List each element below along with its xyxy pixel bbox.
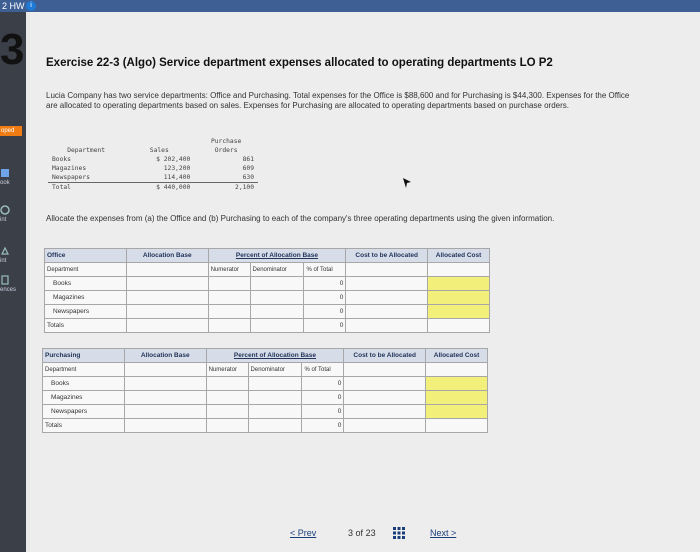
cost-input[interactable] (344, 405, 426, 419)
assignment-label: 2 HW (2, 1, 25, 11)
numerator-label: Numerator (208, 263, 250, 277)
denominator-label: Denominator (248, 363, 302, 377)
table-row-totals: Totals 0 (43, 419, 488, 433)
instruction-text: Allocate the expenses from (a) the Office and (b) Purchasing to each of the company's three operating departments using the given information. (46, 214, 555, 223)
sidebar-item-print[interactable] (0, 205, 26, 223)
allocation-base-input[interactable] (124, 377, 206, 391)
department-label: Department (43, 363, 125, 377)
cost-input[interactable] (344, 377, 426, 391)
table-row: Magazines 123,200 609 (52, 165, 254, 172)
cost-input[interactable] (346, 277, 428, 291)
grid-icon[interactable] (392, 526, 406, 540)
office-section-label: Office (45, 249, 127, 263)
next-button[interactable]: Next > (430, 528, 457, 538)
office-allocation-table (44, 248, 490, 333)
pct-total-value: 0 (304, 319, 346, 333)
table-row: Books 0 (45, 277, 490, 291)
header-sales: Sales (149, 147, 169, 154)
problem-text: Lucia Company has two service departments: Office and Purchasing. Total expenses for the Office is $88,600 and for Purchasing is $44,300. Expenses for the Office are allocated to operating departments based on sales. Expenses for Purchasing are allocated to operating departments based on purchase orders. (46, 91, 630, 110)
numerator-label: Numerator (206, 363, 248, 377)
table-row: Magazines 0 (43, 391, 488, 405)
print-icon (0, 205, 10, 215)
page-count: 3 of 23 (348, 528, 376, 538)
table-row: Magazines 0 (45, 291, 490, 305)
cost-input[interactable] (346, 305, 428, 319)
allocation-base-header: Allocation Base (124, 349, 206, 363)
pct-value: 0 (302, 377, 344, 391)
allocation-base-input[interactable] (126, 305, 208, 319)
top-bar (0, 0, 700, 12)
exercise-title: Exercise 22-3 (Algo) Service department expenses allocated to operating departments LO P2 (46, 57, 553, 69)
denominator-input[interactable] (250, 305, 304, 319)
numerator-input[interactable] (208, 291, 250, 305)
pct-value: 0 (304, 291, 346, 305)
denominator-input[interactable] (248, 377, 302, 391)
allocated-cost-input[interactable] (426, 405, 488, 419)
table-row: Books 0 (43, 377, 488, 391)
sidebar-item-references[interactable] (0, 275, 26, 293)
cost-input[interactable] (346, 291, 428, 305)
sidebar-item-hint[interactable] (0, 246, 26, 264)
purchasing-allocation-table (42, 348, 488, 433)
allocation-base-input[interactable] (126, 277, 208, 291)
pct-value: 0 (304, 305, 346, 319)
cost-header: Cost to be Allocated (344, 349, 426, 363)
numerator-input[interactable] (208, 277, 250, 291)
allocation-base-header: Allocation Base (126, 249, 208, 263)
header-orders: Orders (214, 147, 238, 154)
allocated-cost-input[interactable] (428, 291, 490, 305)
references-icon (0, 275, 10, 285)
book-icon (0, 168, 10, 178)
numerator-input[interactable] (206, 405, 248, 419)
pct-value: 0 (302, 391, 344, 405)
sidebar-item-label: int (0, 217, 7, 223)
pct-total-value: 0 (302, 419, 344, 433)
pct-total-label: % of Total (302, 363, 344, 377)
table-row-total: Total $ 440,000 2,100 (48, 183, 258, 193)
denominator-input[interactable] (248, 405, 302, 419)
sidebar-item-book[interactable] (0, 168, 26, 186)
hint-icon (0, 246, 10, 256)
question-number: 3 (0, 25, 25, 74)
data-table (48, 137, 258, 192)
sidebar-badge[interactable]: oped (0, 126, 22, 136)
allocated-header: Allocated Cost (426, 349, 488, 363)
allocated-cost-input[interactable] (428, 305, 490, 319)
pct-total-label: % of Total (304, 263, 346, 277)
department-label: Department (45, 263, 127, 277)
denominator-label: Denominator (250, 263, 304, 277)
table-row: Newspapers 0 (45, 305, 490, 319)
numerator-input[interactable] (206, 391, 248, 405)
percent-header: Percent of Allocation Base (206, 349, 344, 363)
denominator-input[interactable] (250, 277, 304, 291)
header-purchase: Purchase (210, 138, 242, 145)
allocation-base-input[interactable] (124, 391, 206, 405)
numerator-input[interactable] (206, 377, 248, 391)
purchasing-section-label: Purchasing (43, 349, 125, 363)
table-row-totals: Totals 0 (45, 319, 490, 333)
sidebar-item-label: ook (0, 180, 10, 186)
pct-value: 0 (304, 277, 346, 291)
pct-value: 0 (302, 405, 344, 419)
allocation-base-input[interactable] (124, 405, 206, 419)
sidebar-item-label: int (0, 258, 7, 264)
info-icon[interactable]: i (26, 1, 36, 11)
header-department: Department (67, 147, 106, 154)
numerator-input[interactable] (208, 305, 250, 319)
allocated-cost-input[interactable] (426, 391, 488, 405)
sidebar-item-label: ences (0, 287, 17, 293)
cost-header: Cost to be Allocated (346, 249, 428, 263)
denominator-input[interactable] (250, 291, 304, 305)
percent-header: Percent of Allocation Base (208, 249, 346, 263)
prev-button[interactable]: < Prev (290, 528, 317, 538)
denominator-input[interactable] (248, 391, 302, 405)
allocated-cost-input[interactable] (426, 377, 488, 391)
cost-input[interactable] (344, 391, 426, 405)
allocated-header: Allocated Cost (428, 249, 490, 263)
allocated-cost-input[interactable] (428, 277, 490, 291)
table-row: Newspapers 0 (43, 405, 488, 419)
mouse-cursor-icon (403, 178, 411, 188)
table-row: Books $ 202,400 861 (52, 156, 254, 163)
allocation-base-input[interactable] (126, 291, 208, 305)
table-row: Newspapers 114,400 630 (52, 174, 254, 181)
